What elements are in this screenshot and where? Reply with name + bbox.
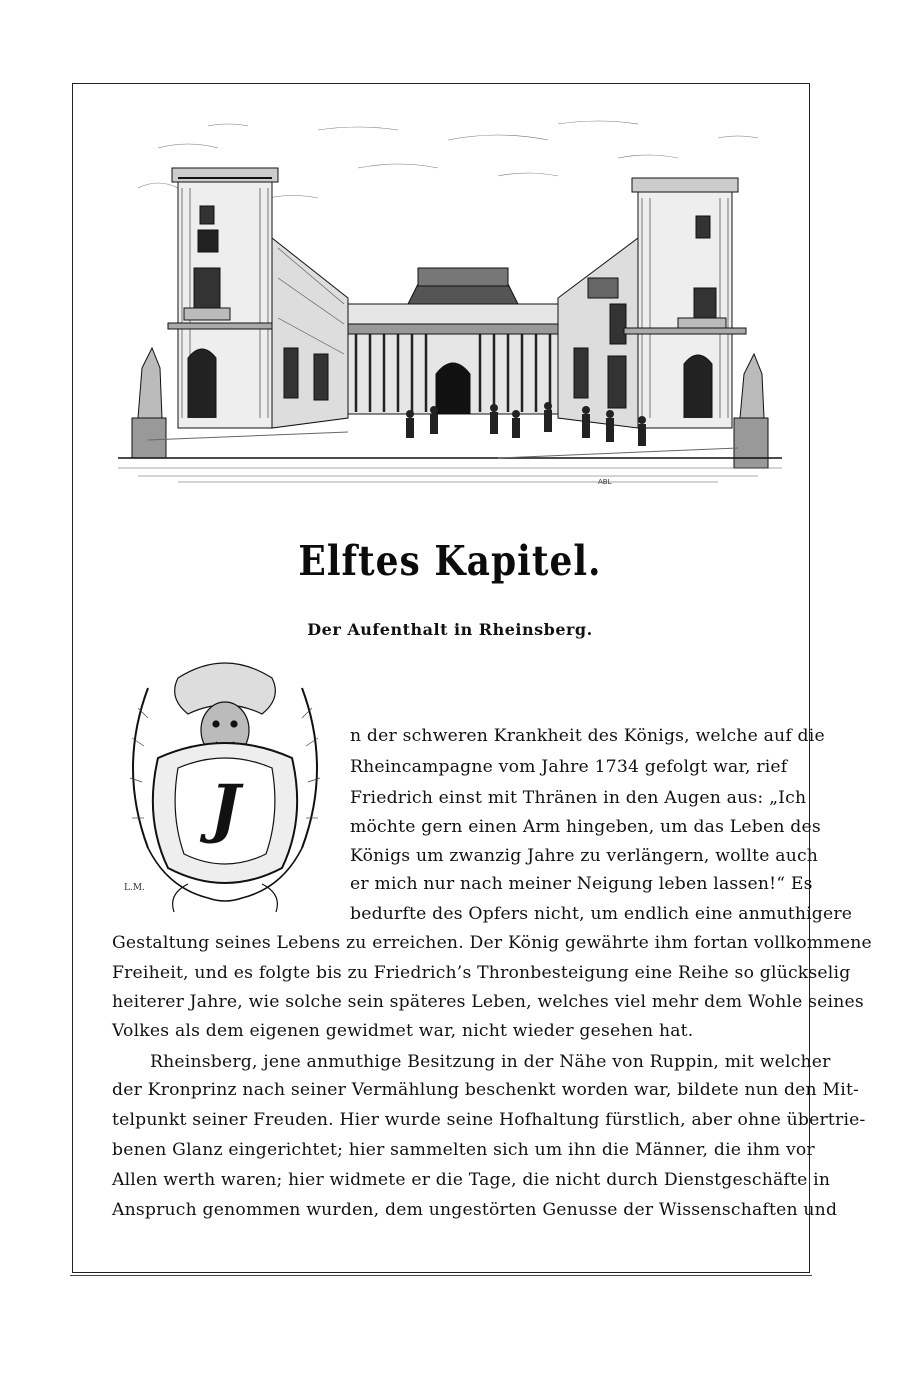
chapter-subtitle: Der Aufenthalt in Rheinsberg. (307, 620, 593, 639)
text-line: Freiheit, und es folgte bis zu Friedrich’s Thronbesteigung eine Reihe so glückselig (112, 963, 851, 983)
decorated-initial (118, 658, 332, 920)
text-line: Allen werth waren; hier widmete er die Tage, die nicht durch Dienstgeschäfte in (112, 1170, 831, 1190)
text-line: Gestaltung seines Lebens zu erreichen. Der König gewährte ihm fortan vollkommene (112, 933, 872, 953)
artist-mark: L.M. (124, 883, 145, 893)
text-line: Volkes als dem eigenen gewidmet war, nicht wieder gesehen hat. (112, 1021, 694, 1041)
rheinsberg-palace-engraving (118, 118, 782, 488)
text-line: er mich nur nach meiner Neigung leben lassen!“ Es (350, 874, 813, 894)
text-line: möchte gern einen Arm hingeben, um das Leben des (350, 817, 821, 837)
text-line: Rheinsberg, jene anmuthige Besitzung in der Nähe von Ruppin, mit welcher (150, 1052, 831, 1072)
text-line: Friedrich einst mit Thränen in den Augen aus: „Ich (350, 788, 807, 808)
initial-letter: J (209, 771, 241, 846)
text-line: n der schweren Krankheit des Königs, welche auf die (350, 726, 825, 746)
text-line: Königs um zwanzig Jahre zu verlängern, wollte auch (350, 846, 819, 866)
engraver-signature: ABL (598, 478, 612, 486)
text-line: Rheincampagne vom Jahre 1734 gefolgt war, rief (350, 757, 788, 777)
chapter-title: Elftes Kapitel. (298, 536, 602, 586)
text-line: benen Glanz eingerichtet; hier sammelten sich um ihn die Männer, die ihm vor (112, 1140, 815, 1160)
text-line: der Kronprinz nach seiner Vermählung beschenkt worden war, bildete nun den Mit- (112, 1080, 860, 1100)
text-line: heiterer Jahre, wie solche sein späteres Leben, welches viel mehr dem Wohle seines (112, 992, 864, 1012)
text-line: bedurfte des Opfers nicht, um endlich eine anmuthigere (350, 904, 853, 924)
text-line: Anspruch genommen wurden, dem ungestörten Genusse der Wissenschaften und (112, 1200, 838, 1220)
text-line: telpunkt seiner Freuden. Hier wurde seine Hofhaltung fürstlich, aber ohne übertrie- (112, 1110, 866, 1130)
